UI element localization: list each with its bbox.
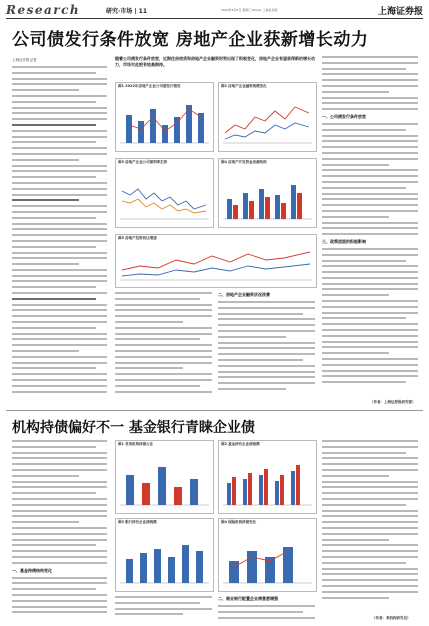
bottom-chart-4-title: 图4 保险机构持债变化 (221, 520, 257, 524)
top-col-4 (322, 56, 418, 406)
top-col-1 (12, 66, 107, 406)
top-chart-1-title: 图1 2022年房地产企业公司债发行情况 (118, 84, 181, 88)
top-chart-1 (115, 82, 214, 152)
top-headline: 公司债发行条件放宽 房地产企业获新增长动力 (12, 30, 369, 50)
bottom-col-2 (115, 596, 212, 622)
section-divider (6, 410, 423, 411)
top-chart-2-title: 图2 房地产企业融资规模变化 (221, 84, 267, 88)
top-chart-2 (218, 82, 317, 152)
issue-info: 2023年4月5日 星期三 Email: 上海证券报 (221, 8, 278, 12)
top-chart-5 (115, 234, 317, 288)
bottom-col-1 (12, 440, 107, 620)
top-subhead-3: 三、政策层面的积极影响 (322, 238, 366, 244)
bottom-chart-1-title: 图1 各类机构持债占比 (118, 442, 154, 446)
top-lead: 随着公司债发行条件放宽，近期住房信贷和房地产企业融资形势出现了积极变化，房地产企业有望获得新的增长动力，市场对此抱有较高期待。 (115, 56, 315, 67)
section-logo: Research (6, 3, 81, 17)
top-subhead-2: 二、房地产企业融资状况改善 (218, 292, 270, 297)
bottom-chart-4 (218, 518, 317, 592)
masthead (6, 4, 423, 19)
bottom-chart-3-title: 图3 银行持有企业债规模 (118, 520, 157, 524)
bottom-chart-2 (218, 440, 317, 514)
bottom-subhead-1: 一、基金持债结构变化 (12, 567, 52, 573)
top-subhead-1: 一、公司债发行条件放宽 (322, 113, 366, 119)
top-chart-4-title: 图4 房地产开发资金来源结构 (221, 160, 267, 164)
bottom-chart-4-plot (223, 531, 312, 587)
bottom-chart-3-plot (120, 531, 209, 587)
bottom-col-4 (322, 440, 418, 614)
top-byline: 上海证券报记者 (12, 58, 37, 62)
bottom-chart-2-title: 图2 基金持有企业债规模 (221, 442, 260, 446)
top-chart-1-plot (120, 95, 209, 147)
section-name: 研究·市场 | 11 (106, 8, 147, 15)
top-chart-3 (115, 158, 214, 228)
top-chart-4-plot (223, 171, 312, 223)
bottom-subhead-2: 二、商业银行配置企业债意愿增强 (218, 596, 278, 601)
top-chart-4 (218, 158, 317, 228)
bottom-col-3 (218, 596, 315, 622)
top-chart-5-title: 图5 房地产投资同比增速 (118, 236, 157, 240)
top-chart-5-plot (120, 246, 312, 284)
bottom-chart-1 (115, 440, 214, 514)
bottom-headline: 机构持债偏好不一 基金银行青睐企业债 (12, 420, 255, 436)
bottom-chart-3 (115, 518, 214, 592)
top-chart-3-title: 图3 房地产企业公司债利率走势 (118, 160, 168, 164)
paper-name: 上海证券报 (377, 7, 423, 17)
top-author: （作者：上海证券报研究部） (370, 400, 416, 404)
top-col-3 (218, 292, 315, 408)
bottom-author: （作者：某机构研究员） (372, 616, 411, 620)
top-col-2 (115, 292, 212, 408)
top-chart-3-plot (120, 171, 209, 223)
top-chart-2-plot (223, 95, 312, 147)
bottom-chart-2-plot (223, 453, 312, 509)
bottom-chart-1-plot (120, 453, 209, 509)
